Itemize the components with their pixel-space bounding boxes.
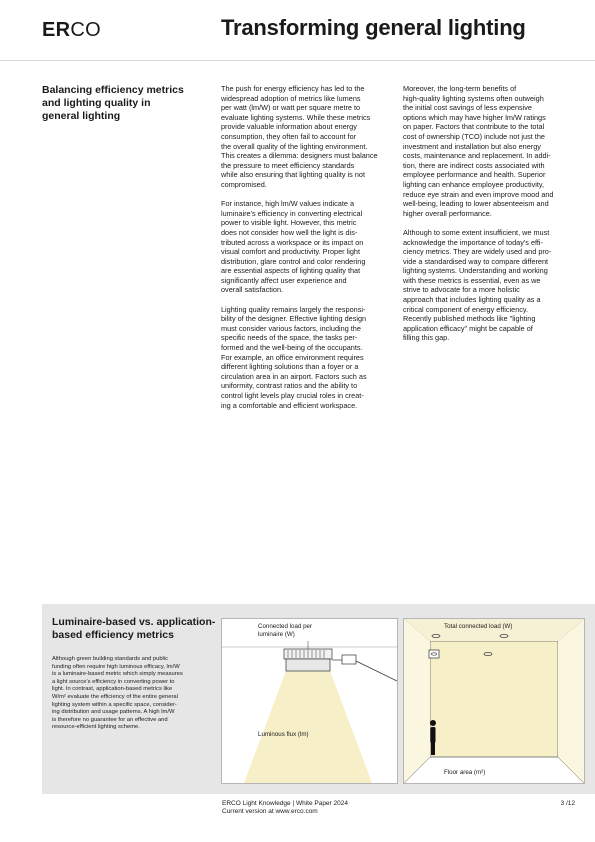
- paragraph: Moreover, the long-term benefits of high-quality lighting systems often outweigh the initial cost savings of less expensive options which may have higher lm/W ratings on paper. Factors that contribute to the total cost of ownership (TCO) include not just the investment and installation but also energy costs, maintenance and replacement. In addi- tion, there are indirect costs associated with employee performance and health. Superior lighting can enhance employee productivity, reduce eye strain and even improve mood and well-being, leading to lower absenteeism and higher overall performance.: [403, 84, 554, 218]
- luminaire-diagram: [222, 619, 397, 783]
- section-heading: Balancing efficiency metrics and lighting quality in general lighting: [42, 84, 184, 122]
- room-back-wall: [430, 641, 558, 757]
- room-left-wall: [404, 619, 430, 783]
- body-column-2: [403, 84, 573, 353]
- paragraph: The push for energy efficiency has led to the widespread adoption of metrics like lumens per watt (lm/W) or watt per square metre to evaluate lighting systems. While these metrics provide valuable information about energy consumption, they often fail to account for the overall quality of the lighting environment. This creates a dilemma: designers must balance the pressure to meet efficiency standards while also ensuring that lighting quality is not compromised.: [221, 84, 378, 189]
- paragraph: Although to some extent insufficient, we must acknowledge the importance of today's effi- ciency metrics. They are widely used and pro- vide a standardised way to compare different lighting systems. Understanding and working with these metrics is essential, even as we strive to advocate for a more holistic approach that includes lighting quality as a critical component of energy efficiency. Recently published methods like "lighting application efficacy" might be capable of filling this gap.: [403, 227, 552, 343]
- room-diagram: [404, 619, 584, 783]
- driver-box: [342, 655, 356, 664]
- erco-logo: [42, 19, 101, 41]
- header-divider: [0, 60, 595, 61]
- figure-title: Luminaire-based vs. application- based efficiency metrics: [52, 616, 216, 641]
- logo-bold-part: ER: [42, 19, 71, 41]
- total-connected-load-label: Total connected load (W): [444, 623, 513, 630]
- footer-text: ERCO Light Knowledge | White Paper 2024 Current version at www.erco.com: [222, 800, 348, 816]
- highlighted-luminaire-box: [429, 650, 439, 658]
- luminaire-reflector: [286, 659, 330, 671]
- paragraph: For instance, high lm/W values indicate a luminaire's efficiency in converting electrical power to visible light. However, this metric does not consider how well the light is dis- tributed across a workspace or its impact on visual comfort and productivity. Proper light distribution, glare control and color rendering are essential aspects of lighting quality that significantly affect user experience and overall satisfaction.: [221, 199, 366, 295]
- paragraph: Lighting quality remains largely the responsi- bility of the designer. Effective lighting design must consider various factors, including the specific needs of the space, the tasks per- formed and the well-being of the occupants. For example, an office environment requires different lighting solutions than a foyer or a circulation area in an airport. Factors such as uniformity, contrast ratios and the ability to control light levels play crucial roles in creat- ing a comfortable and efficient workspace.: [221, 304, 367, 410]
- luminaire-diagram-panel: [221, 618, 398, 784]
- connected-load-label: Connected load per luminaire (W): [258, 623, 313, 638]
- light-beam-shape: [244, 671, 372, 783]
- logo-light-part: CO: [70, 19, 101, 41]
- page-title: Transforming general lighting: [221, 15, 526, 40]
- luminous-flux-label: Luminous flux (lm): [258, 731, 309, 738]
- supply-cable: [356, 661, 397, 681]
- figure-caption: Although green building standards and public funding often require high luminous efficacy, lm/W is a luminaire-based metric which simply measures a light source's efficiency in converting power to light. In contrast, application-based metrics like W/m² evaluate the efficiency of the entire general lighting system within a specific space, consider- ing distribution and usage patterns. A high lm/W is therefore no guarantee for an effective and resource-efficient lighting scheme.: [52, 656, 183, 731]
- floor-area-label: Floor area (m²): [444, 769, 486, 776]
- page-number: 3 /12: [560, 800, 575, 807]
- room-diagram-panel: [403, 618, 585, 784]
- body-column-1: [221, 84, 391, 420]
- room-right-wall: [558, 619, 584, 783]
